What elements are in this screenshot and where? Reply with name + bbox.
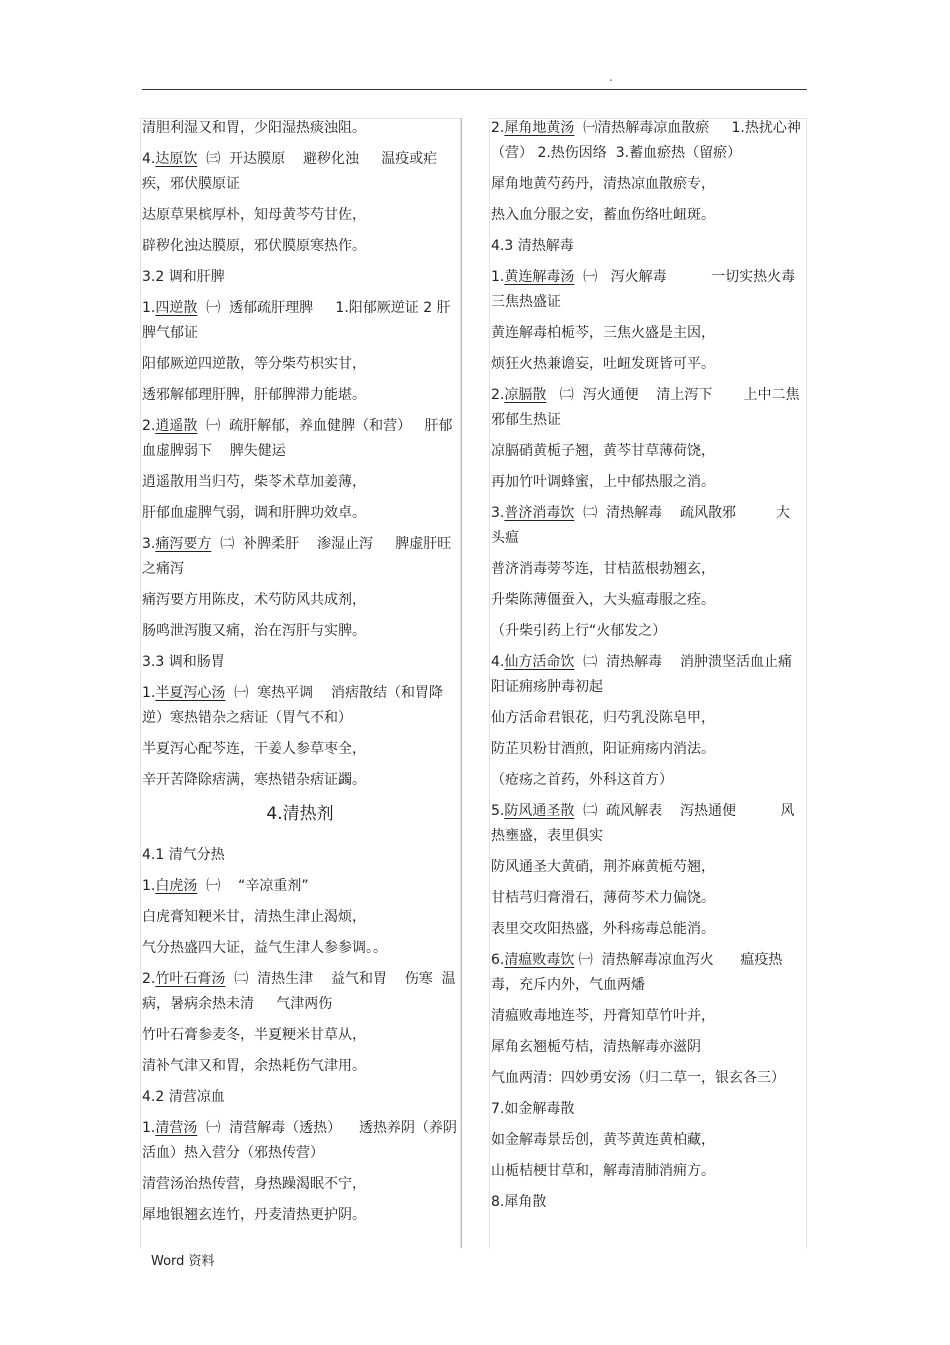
formula-number: 4. [491,654,505,670]
formula-name: 达原饮 [155,151,198,167]
verse-line: 辟秽化浊达膜原，邪伏膜原寒热作。 [142,238,366,254]
formula-number: 1. [491,269,505,285]
formula-number: 5. [491,803,505,819]
formula-entry [142,296,458,346]
verse-line: 表里交攻阳热盛，外科疡毒总能消。 [491,921,715,937]
formula-description: ㈠ 寒热平调 消痞散结（和胃降逆）寒热错杂之痞证（胃气不和） [142,685,443,726]
formula-number: 1. [142,878,156,894]
verse-line: 肠鸣泄泻腹又痛，治在泻肝与实脾。 [142,623,366,639]
formula-number: 4. [142,151,156,167]
formula-name: 防风通圣散 [504,803,575,819]
formula-name: 清营汤 [155,1120,198,1136]
section-heading: 3.3 调和肠胃 [142,654,225,670]
verse-line: 痛泻要方用陈皮，术芍防风共成剂， [142,592,366,608]
formula-name: 清瘟败毒饮 [504,952,575,968]
verse-line: 再加竹叶调蜂蜜，上中郁热服之消。 [491,474,715,490]
formula-entry [142,147,458,197]
verse-line: 竹叶石膏参麦冬，半夏粳米甘草从， [142,1027,366,1043]
verse-line: 清胆利湿又和胃，少阳湿热痰浊阻。 [142,120,366,136]
formula-entry [142,1116,458,1166]
verse-line: 清补气津又和胃，余热耗伤气津用。 [142,1058,366,1074]
verse-line: 气血两清：四妙勇安汤（归二草一，银玄各三） [491,1070,785,1086]
verse-line: 半夏泻心配芩连，干姜人参草枣全， [142,741,366,757]
verse-line: 辛开苦降除痞满，寒热错杂痞证蠲。 [142,772,366,788]
formula-description: ㈠ 清热解毒凉血泻火 瘟疫热毒，充斥内外，气血两燔 [491,952,783,993]
formula-description: ㈠ 疏肝解郁，养血健脾（和营） 肝郁血虚脾弱下 脾失健运 [142,418,453,459]
verse-line: 黄连解毒柏栀芩，三焦火盛是主因， [491,325,715,341]
formula-number: 2. [142,971,156,987]
verse-line: 如金解毒景岳创，黄芩黄连黄柏藏， [491,1132,715,1148]
formula-entry [491,383,803,433]
formula-description: ㈡ 疏风解表 泻热通便 风热壅盛，表里俱实 [491,803,795,844]
verse-line: 凉膈硝黄栀子翘，黄芩甘草薄荷饶， [491,443,715,459]
section-heading: 4.2 清营凉血 [142,1089,225,1105]
verse-line: 犀角玄翘栀芍桔，清热解毒亦滋阴 [491,1039,701,1055]
section-heading: 4.1 清气分热 [142,847,225,863]
formula-name: 痛泻要方 [155,536,212,552]
verse-line: 山栀桔梗甘草和，解毒清肺消痈方。 [491,1163,715,1179]
formula-description: ㈡ 泻火通便 清上泻下 上中二焦邪郁生热证 [491,387,800,428]
formula-entry [142,532,458,582]
formula-number: 2. [491,387,505,403]
formula-entry [142,874,458,899]
formula-number: 6. [491,952,505,968]
formula-name: 竹叶石膏汤 [155,971,226,987]
formula-entry [491,799,803,849]
formula-number: 3. [491,505,505,521]
formula-entry [491,116,803,166]
verse-line: 达原草果槟厚朴，知母黄芩芍甘佐， [142,207,366,223]
header-rule [142,89,807,90]
verse-line: 肝郁血虚脾气弱，调和肝脾功效卓。 [142,505,366,521]
section-heading: 3.2 调和肝脾 [142,269,225,285]
verse-line: 白虎膏知粳米甘，清热生津止渴烦， [142,909,366,925]
formula-entry [491,265,803,315]
chapter-heading: 4.清热剂 [266,804,334,824]
formula-name: 仙方活命饮 [504,654,575,670]
formula-name: 凉膈散 [504,387,547,403]
formula-name: 逍遥散 [155,418,198,434]
verse-line: 升柴陈薄僵蚕入，大头瘟毒服之痊。 [491,592,715,608]
verse-line: 普济消毒蒡芩连，甘桔蓝根勃翘玄， [491,561,715,577]
section-heading: 4.3 清热解毒 [491,238,574,254]
column-divider [461,118,462,1248]
verse-line: 阳郁厥逆四逆散，等分柴芍枳实甘， [142,356,366,372]
verse-line: 逍遥散用当归芍，柴苓术草加姜薄， [142,474,366,490]
header-mark: . [609,70,613,84]
formula-name: 黄连解毒汤 [504,269,575,285]
formula-number: 1. [142,300,156,316]
formula-entry [491,650,810,700]
formula-description: ㈡ 清热解毒 疏风散邪 大头瘟 [491,505,791,546]
formula-name: 犀角地黄汤 [504,120,575,136]
verse-line: 防风通圣大黄硝，荆芥麻黄栀芍翘， [491,859,715,875]
formula-name: 四逆散 [155,300,198,316]
formula-entry [491,501,803,551]
verse-line: 清瘟败毒地连芩，丹膏知草竹叶并， [491,1008,715,1024]
formula-description: ㈡ 清热生津 益气和胃 伤寒 温病，暑病余热未清 气津两伤 [142,971,456,1012]
formula-number: 2. [142,418,156,434]
verse-line: （疮疡之首药，外科这首方） [491,772,673,788]
formula-description: ㈠ “辛凉重剂” [197,878,309,894]
formula-description: ㈡ 补脾柔肝 渗湿止泻 脾虚肝旺之痛泻 [142,536,452,577]
formula-number: 1. [142,1120,156,1136]
formula-description: ㈡ 清热解毒 消肿溃坚活血止痛 阳证痈疡肿毒初起 [491,654,810,695]
formula-entry [142,414,458,464]
verse-line: 气分热盛四大证，益气生津人参参调。。 [142,940,387,956]
formula-entry [142,967,458,1017]
formula-number: 1. [142,685,156,701]
verse-line: 防芷贝粉甘酒煎，阳证痈疡内消法。 [491,741,715,757]
verse-line: 清营汤治热传营，身热躁渴眠不宁， [142,1176,366,1192]
footer-text: Word 资料 [151,1254,215,1269]
formula-name: 白虎汤 [155,878,198,894]
verse-line: （升柴引药上行“火郁发之） [491,623,667,639]
formula-entry [491,948,803,998]
verse-line: 透邪解郁理肝脾，肝郁脾滞力能堪。 [142,387,366,403]
formula-name: 半夏泻心汤 [155,685,226,701]
verse-line: 甘桔芎归膏滑石，薄荷芩术力偏饶。 [491,890,715,906]
verse-line: 8.犀角散 [491,1194,547,1210]
formula-name: 普济消毒饮 [504,505,575,521]
formula-entry [142,681,458,731]
formula-number: 3. [142,536,156,552]
verse-line: 烦狂火热兼谵妄，吐衄发斑皆可平。 [491,356,715,372]
verse-line: 热入血分服之安，蓄血伤络吐衄斑。 [491,207,715,223]
verse-line: 犀地银翘玄连竹，丹麦清热更护阴。 [142,1207,366,1223]
verse-line: 7.如金解毒散 [491,1101,575,1117]
formula-number: 2. [491,120,505,136]
formula-description: ㈠ 清营解毒（透热） 透热养阴（养阴活血）热入营分（邪热传营） [142,1120,457,1161]
formula-description: ㈠清热解毒凉血散瘀 1.热扰心神（营） 2.热伤因络 3.蓄血瘀热（留瘀） [491,120,801,161]
verse-line: 仙方活命君银花，归芍乳没陈皂甲， [491,710,715,726]
formula-description: ㈠ 泻火解毒 一切实热火毒 三焦热盛证 [491,269,805,310]
left-column [142,116,458,1234]
formula-description: ㈠ 透郁疏肝理脾 1.阳郁厥逆证 2 肝脾气郁证 [142,300,451,341]
formula-description: ㈢ 开达膜原 避秽化浊 温疫或疟疾，邪伏膜原证 [142,151,438,192]
right-column [491,116,810,1221]
verse-line: 犀角地黄芍药丹，清热凉血散瘀专， [491,176,715,192]
